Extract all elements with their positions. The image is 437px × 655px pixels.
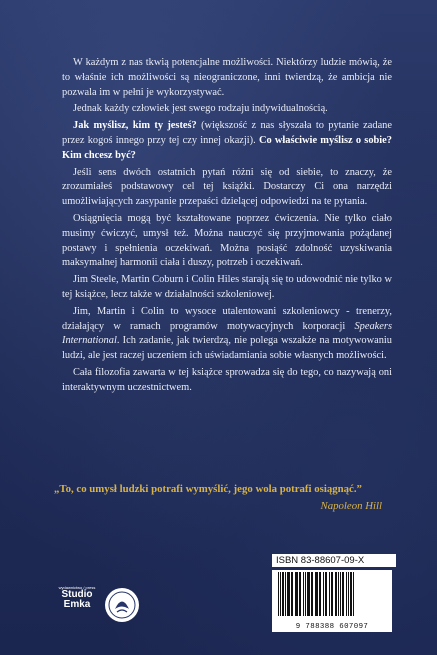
barcode-bar xyxy=(323,572,324,616)
barcode-bar xyxy=(346,572,347,616)
text-run: Cała filozofia zawarta w tej książce sprowadza się do tego, co nazywają oni interaktywnym uczestnictwem. xyxy=(62,366,392,393)
barcode-number: 9 788388 607097 xyxy=(295,623,369,631)
quote-author: Napoleon Hill xyxy=(320,500,382,512)
text-run: . Ich zadanie, jak twierdzą, nie polega wszakże na motywowaniu ludzi, ale jest raczej uczeniem ich uświadamiania sobie własnych możliwości. xyxy=(62,335,392,362)
barcode-bar xyxy=(340,572,341,616)
text-run: Osiągnięcia mogą być kształtowane poprzez ćwiczenia. Nie tylko ciało musimy ćwiczyć, umysł też. Można nauczyć się przyjmowania pożądanej postawy i spełnienia oczekiwań. Można posiąść zdolność uzyskiwania maksymalnej harmonii ciała i duszy, potrzeb i oczekiwań. xyxy=(62,212,392,269)
barcode-bar xyxy=(291,572,293,616)
paragraph xyxy=(62,212,392,271)
barcode-bar xyxy=(285,572,286,616)
barcode-bar xyxy=(305,572,306,616)
paragraph xyxy=(62,119,392,163)
barcode-bar xyxy=(315,572,318,616)
text-run: Jim, Martin i Colin to wysoce utalentowani szkoleniowcy - trenerzy, działający w ramach programów motywacyjnych korporacji xyxy=(62,305,392,332)
barcode-bar xyxy=(311,572,313,616)
barcode-bar xyxy=(331,572,333,616)
barcode-bar xyxy=(319,572,321,616)
barcode-bar xyxy=(335,572,337,616)
publisher-small-text: wydawnictwo / press xyxy=(58,585,96,590)
barcode-bars xyxy=(272,570,392,622)
barcode-bar xyxy=(325,572,327,616)
paragraph xyxy=(62,273,392,303)
paragraph xyxy=(62,102,392,117)
barcode-bar xyxy=(348,572,349,616)
barcode-bar xyxy=(329,572,330,616)
bold-question: Jak myślisz, kim ty jesteś? xyxy=(73,120,197,132)
paragraph xyxy=(62,56,392,100)
barcode-bar xyxy=(350,572,352,616)
barcode-bar xyxy=(282,572,284,616)
isbn-label: ISBN 83-88607-09-X xyxy=(272,554,396,567)
paragraph xyxy=(62,166,392,210)
barcode-bar xyxy=(278,572,279,616)
paragraph xyxy=(62,305,392,364)
barcode-bar xyxy=(299,572,301,616)
text-run: W każdym z nas tkwią potencjalne możliwości. Niektórzy ludzie mówią, że to właśnie ich możliwości są nieograniczone, inni twierdzą, że ambicja nie pozwala im w pełni je wykorzystywać. xyxy=(62,57,392,98)
barcode-bar xyxy=(338,572,339,616)
text-run: Jednak każdy człowiek jest swego rodzaju indywidualnością. xyxy=(73,103,328,115)
barcode xyxy=(272,570,392,632)
isbn-block xyxy=(272,554,396,634)
barcode-bar xyxy=(303,572,304,616)
publisher-name-line2: Emka xyxy=(63,599,91,610)
blurb-text xyxy=(62,56,392,396)
barcode-bar xyxy=(287,572,290,616)
bold-question: Co właściwie myślisz o sobie? Kim chcesz być? xyxy=(62,134,392,161)
barcode-bar xyxy=(353,572,354,616)
text-run: Jeśli sens dwóch ostatnich pytań różni się od siebie, to znaczy, że zrozumiałeś podstawowy cel tej książki. Dostarczy Ci ona narzędzi umożliwiających zasypanie przepaści dzielącej odpowiedzi na te pytania. xyxy=(62,166,392,208)
barcode-bar xyxy=(307,572,310,616)
barcode-bar xyxy=(280,572,281,616)
studio-emka-logo xyxy=(55,585,99,610)
barcode-bar xyxy=(295,572,298,616)
italic-text: Speakers International xyxy=(62,320,392,347)
seal-logo-icon xyxy=(103,586,141,629)
text-run: Jim Steele, Martin Coburn i Colin Hiles starają się to udowodnić nie tylko w tej książce, lecz także w działalności szkoleniowej. xyxy=(62,274,392,300)
text-run: (większość z nas słyszała to pytanie zadane przez kogoś innego przy tej czy innej okazji). xyxy=(62,120,392,146)
quote: „To, co umysł ludzki potrafi wymyślić, jego wola potrafi osiągnąć.” xyxy=(54,483,362,495)
publisher-name-line1: Studio xyxy=(61,589,93,600)
paragraph xyxy=(62,366,392,396)
barcode-bar xyxy=(342,572,344,616)
